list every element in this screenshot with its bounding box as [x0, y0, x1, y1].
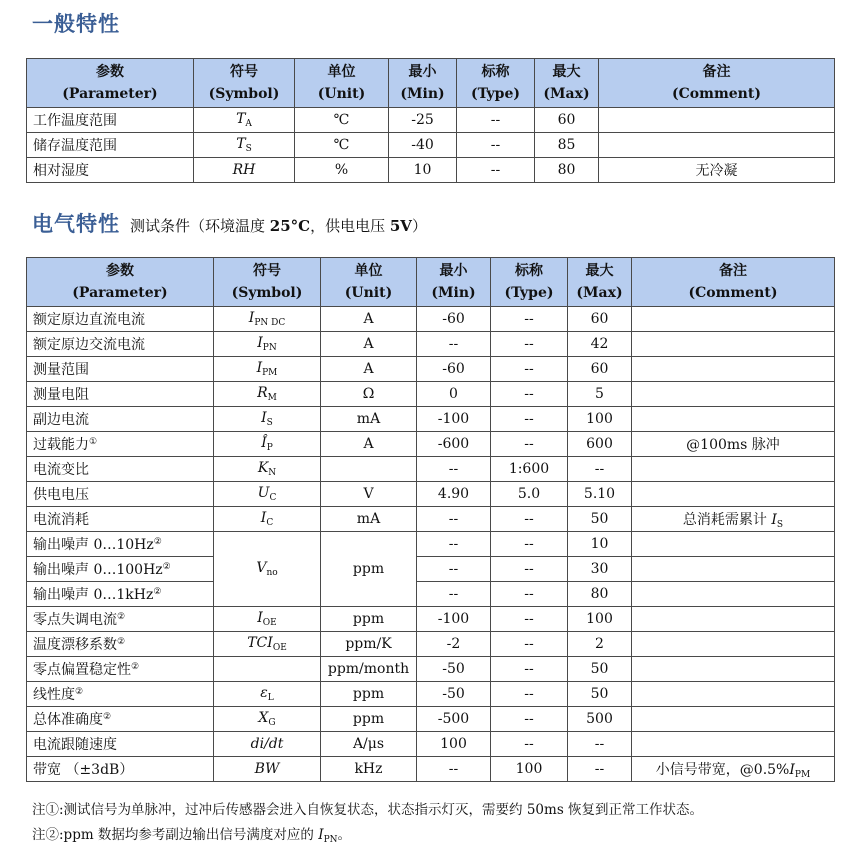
table-row: [27, 507, 835, 532]
symbol-cell: $K_N$: [214, 457, 321, 482]
comment-cell: [632, 332, 835, 357]
parameter-cell: 副边电流: [27, 407, 214, 432]
max-cell: 42: [568, 332, 632, 357]
comment-cell: [632, 307, 835, 332]
symbol-subscript: S: [266, 418, 273, 428]
unit-cell: [321, 457, 417, 482]
column-header-cn: 符号: [230, 64, 258, 80]
table-row: [27, 133, 835, 158]
footnote-mark: ②: [117, 612, 126, 622]
parameter-cell: 工作温度范围: [27, 108, 194, 133]
column-header: [417, 258, 491, 307]
min-cell: -50: [417, 657, 491, 682]
unit-cell: mA: [321, 407, 417, 432]
electrical-characteristics-table: [26, 257, 835, 782]
column-header-cn: 最大: [552, 64, 581, 80]
footnote-mark: ②: [153, 537, 162, 547]
min-cell: --: [417, 332, 491, 357]
max-cell: 50: [568, 657, 632, 682]
max-cell: 85: [535, 133, 599, 158]
symbol-subscript: A: [245, 119, 252, 129]
typ-cell: --: [491, 357, 568, 382]
comment-cell: @100ms 脉冲: [632, 432, 835, 457]
max-cell: 80: [568, 582, 632, 607]
table-row: [27, 357, 835, 382]
symbol-cell: $U_C$: [214, 482, 321, 507]
footnote-mark: ②: [162, 562, 171, 572]
min-cell: --: [417, 532, 491, 557]
unit-cell: A: [321, 332, 417, 357]
symbol-subscript: L: [267, 693, 274, 703]
symbol-subscript: N: [268, 468, 277, 478]
column-header-en: (Max): [576, 285, 623, 301]
min-cell: --: [417, 457, 491, 482]
symbol-cell: RH: [194, 158, 295, 183]
column-header: [599, 59, 835, 108]
symbol-cell: [214, 657, 321, 682]
unit-cell: mA: [321, 507, 417, 532]
electrical-section-title: 电气特性 测试条件（环境温度 25°C，供电电压 5V）: [32, 212, 427, 236]
max-cell: 80: [535, 158, 599, 183]
max-cell: 600: [568, 432, 632, 457]
column-header-en: (Type): [504, 285, 554, 301]
typ-cell: 1:600: [491, 457, 568, 482]
footnote-mark: ②: [117, 637, 126, 647]
symbol-subscript: C: [269, 493, 277, 503]
typ-cell: --: [491, 532, 568, 557]
max-cell: 5: [568, 382, 632, 407]
table-row: [27, 158, 835, 183]
table-row: [27, 407, 835, 432]
symbol-cell: $R_M$: [214, 382, 321, 407]
column-header-en: (Symbol): [208, 86, 280, 102]
parameter-cell: 额定原边交流电流: [27, 332, 214, 357]
table-row: [27, 108, 835, 133]
column-header: [214, 258, 321, 307]
max-cell: --: [568, 757, 632, 782]
typ-cell: --: [491, 732, 568, 757]
parameter-cell: 测量范围: [27, 357, 214, 382]
symbol-cell: $I_C$: [214, 507, 321, 532]
column-header-cn: 最小: [439, 263, 468, 279]
symbol-cell: $I_{PN}$: [214, 332, 321, 357]
min-cell: --: [417, 757, 491, 782]
comment-subscript: S: [776, 519, 784, 530]
min-cell: -100: [417, 407, 491, 432]
max-cell: 60: [568, 307, 632, 332]
min-cell: 4.90: [417, 482, 491, 507]
table-row: [27, 382, 835, 407]
column-header-en: (Parameter): [62, 86, 158, 102]
symbol-cell: $I_{PM}$: [214, 357, 321, 382]
symbol-cell: $I_{PN DC}$: [214, 307, 321, 332]
min-cell: -500: [417, 707, 491, 732]
comment-cell: [632, 382, 835, 407]
max-cell: --: [568, 732, 632, 757]
footnote-mark: ①: [89, 437, 98, 447]
column-header: [295, 59, 389, 108]
footnote-mark: ②: [153, 587, 162, 597]
min-cell: 10: [389, 158, 457, 183]
unit-cell: ppm: [321, 532, 417, 607]
column-header-en: (Symbol): [231, 285, 303, 301]
table-row: [27, 732, 835, 757]
column-header: [568, 258, 632, 307]
comment-cell: [632, 632, 835, 657]
symbol-subscript: C: [266, 518, 274, 528]
unit-cell: ppm/month: [321, 657, 417, 682]
column-header-en: (Comment): [672, 86, 761, 102]
symbol-cell: $Î_P$: [214, 432, 321, 457]
parameter-cell: 线性度②: [27, 682, 214, 707]
typ-cell: 5.0: [491, 482, 568, 507]
typ-cell: --: [491, 407, 568, 432]
comment-cell: 小信号带宽，$@0.5\%I_{PM}$: [632, 757, 835, 782]
table-row: [27, 657, 835, 682]
typ-cell: --: [491, 682, 568, 707]
max-cell: 60: [568, 357, 632, 382]
table-row: [27, 307, 835, 332]
comment-cell: [632, 482, 835, 507]
min-cell: 0: [417, 382, 491, 407]
typ-cell: --: [457, 108, 535, 133]
comment-cell: [632, 457, 835, 482]
column-header-cn: 最大: [585, 263, 614, 279]
typ-cell: --: [491, 432, 568, 457]
table-row: [27, 482, 835, 507]
column-header: [389, 59, 457, 108]
symbol-cell: $I_{OE}$: [214, 607, 321, 632]
parameter-cell: 输出噪声 0…100Hz②: [27, 557, 214, 582]
comment-cell: [599, 133, 835, 158]
max-cell: 100: [568, 407, 632, 432]
symbol-cell: $I_S$: [214, 407, 321, 432]
table-row: [27, 682, 835, 707]
unit-cell: %: [295, 158, 389, 183]
comment-symbol: I: [789, 761, 795, 778]
parameter-cell: 储存温度范围: [27, 133, 194, 158]
symbol-subscript: S: [245, 144, 252, 154]
max-cell: 10: [568, 532, 632, 557]
typ-cell: --: [491, 507, 568, 532]
typ-cell: --: [491, 307, 568, 332]
symbol-cell: BW: [214, 757, 321, 782]
min-cell: -600: [417, 432, 491, 457]
column-header: [535, 59, 599, 108]
table-row: [27, 607, 835, 632]
column-header: [27, 59, 194, 108]
footnote-1: 注①:测试信号为单脉冲，过冲后传感器会进入自恢复状态，状态指示灯灭，需要约 50ms 恢复到正常工作状态。: [32, 802, 704, 818]
comment-cell: 总消耗需累计 $I_S$: [632, 507, 835, 532]
comment-cell: [632, 607, 835, 632]
column-header: [457, 59, 535, 108]
symbol-cell: di/dt: [214, 732, 321, 757]
typ-cell: --: [491, 657, 568, 682]
parameter-cell: 电流消耗: [27, 507, 214, 532]
min-cell: 100: [417, 732, 491, 757]
parameter-cell: 测量电阻: [27, 382, 214, 407]
symbol-subscript: P: [266, 443, 273, 453]
parameter-cell: 电流变比: [27, 457, 214, 482]
min-cell: -25: [389, 108, 457, 133]
parameter-cell: 过载能力①: [27, 432, 214, 457]
comment-cell: [632, 357, 835, 382]
table-row: [27, 707, 835, 732]
footnote-mark: ②: [131, 662, 140, 672]
symbol-cell: $V_{no}$: [214, 532, 321, 607]
comment-cell: [632, 532, 835, 557]
min-cell: --: [417, 582, 491, 607]
typ-cell: --: [457, 133, 535, 158]
unit-cell: V: [321, 482, 417, 507]
min-cell: -60: [417, 307, 491, 332]
column-header: [632, 258, 835, 307]
unit-cell: Ω: [321, 382, 417, 407]
general-characteristics-table: [26, 58, 835, 183]
max-cell: 500: [568, 707, 632, 732]
comment-cell: 无冷凝: [599, 158, 835, 183]
unit-cell: kHz: [321, 757, 417, 782]
comment-cell: [632, 557, 835, 582]
symbol-subscript: PM: [262, 368, 278, 378]
parameter-cell: 供电电压: [27, 482, 214, 507]
symbol-subscript: M: [267, 393, 277, 403]
symbol-subscript: PN: [262, 343, 277, 353]
column-header-cn: 单位: [327, 64, 356, 80]
comment-subscript: PM: [794, 769, 811, 780]
typ-cell: --: [491, 607, 568, 632]
unit-cell: ℃: [295, 108, 389, 133]
symbol-cell: $TCI_{OE}$: [214, 632, 321, 657]
unit-cell: ppm/K: [321, 632, 417, 657]
column-header-en: (Max): [543, 86, 590, 102]
min-cell: -100: [417, 607, 491, 632]
comment-cell: [599, 108, 835, 133]
footnote-2: 注②:ppm 数据均参考副边输出信号满度对应的 $I_{PN}$。: [32, 827, 351, 845]
min-cell: --: [417, 557, 491, 582]
min-cell: -40: [389, 133, 457, 158]
comment-cell: [632, 707, 835, 732]
table-row: [27, 557, 835, 582]
comment-cell: [632, 682, 835, 707]
min-cell: -50: [417, 682, 491, 707]
symbol-cell: $X_G$: [214, 707, 321, 732]
unit-cell: A/μs: [321, 732, 417, 757]
footnote-mark: ②: [103, 712, 112, 722]
max-cell: 50: [568, 682, 632, 707]
unit-cell: ppm: [321, 707, 417, 732]
footnote-mark: ②: [75, 687, 84, 697]
unit-cell: ppm: [321, 682, 417, 707]
parameter-cell: 输出噪声 0…10Hz②: [27, 532, 214, 557]
parameter-cell: 额定原边直流电流: [27, 307, 214, 332]
table-row: [27, 532, 835, 557]
unit-cell: A: [321, 357, 417, 382]
max-cell: 30: [568, 557, 632, 582]
unit-cell: A: [321, 432, 417, 457]
table-row: [27, 582, 835, 607]
min-cell: -2: [417, 632, 491, 657]
symbol-subscript: OE: [272, 643, 287, 653]
column-header-en: (Type): [471, 86, 520, 102]
table-row: [27, 432, 835, 457]
table-row: [27, 332, 835, 357]
typ-cell: --: [491, 382, 568, 407]
comment-cell: [632, 732, 835, 757]
column-header-cn: 备注: [702, 64, 731, 80]
parameter-cell: 零点偏置稳定性②: [27, 657, 214, 682]
unit-cell: ℃: [295, 133, 389, 158]
typ-cell: --: [491, 582, 568, 607]
column-header-en: (Min): [400, 86, 445, 102]
max-cell: 50: [568, 507, 632, 532]
comment-symbol: I: [771, 511, 777, 528]
column-header-cn: 单位: [354, 263, 383, 279]
parameter-cell: 输出噪声 0…1kHz②: [27, 582, 214, 607]
unit-cell: ppm: [321, 607, 417, 632]
max-cell: --: [568, 457, 632, 482]
parameter-cell: 零点失调电流②: [27, 607, 214, 632]
symbol-cell: $T_S$: [194, 133, 295, 158]
column-header-en: (Unit): [344, 285, 393, 301]
test-condition: 测试条件（环境温度 25°C，供电电压 5V）: [130, 217, 427, 235]
column-header-en: (Min): [431, 285, 476, 301]
max-cell: 2: [568, 632, 632, 657]
column-header-cn: 符号: [253, 263, 281, 279]
column-header: [27, 258, 214, 307]
parameter-cell: 总体准确度②: [27, 707, 214, 732]
unit-cell: A: [321, 307, 417, 332]
typ-cell: 100: [491, 757, 568, 782]
column-header-cn: 最小: [408, 64, 437, 80]
column-header-en: (Unit): [317, 86, 366, 102]
min-cell: -60: [417, 357, 491, 382]
table-row: [27, 632, 835, 657]
typ-cell: --: [491, 707, 568, 732]
general-section-title: 一般特性: [32, 12, 120, 36]
column-header-cn: 参数: [106, 263, 134, 279]
max-cell: 60: [535, 108, 599, 133]
typ-cell: --: [491, 632, 568, 657]
min-cell: --: [417, 507, 491, 532]
column-header-cn: 备注: [719, 263, 747, 279]
comment-cell: [632, 657, 835, 682]
parameter-cell: 带宽 （±3dB）: [27, 757, 214, 782]
symbol-subscript: PN DC: [254, 318, 286, 328]
typ-cell: --: [491, 332, 568, 357]
column-header-en: (Comment): [688, 285, 778, 301]
typ-cell: --: [457, 158, 535, 183]
column-header: [491, 258, 568, 307]
parameter-cell: 相对湿度: [27, 158, 194, 183]
comment-cell: [632, 582, 835, 607]
symbol-subscript: OE: [262, 618, 277, 628]
parameter-cell: 温度漂移系数②: [27, 632, 214, 657]
column-header-en: (Parameter): [72, 285, 168, 301]
column-header-cn: 标称: [515, 263, 543, 279]
symbol-cell: $T_A$: [194, 108, 295, 133]
table-row: [27, 457, 835, 482]
table-row: [27, 757, 835, 782]
typ-cell: --: [491, 557, 568, 582]
max-cell: 100: [568, 607, 632, 632]
symbol-subscript: no: [266, 568, 278, 578]
column-header: [321, 258, 417, 307]
parameter-cell: 电流跟随速度: [27, 732, 214, 757]
column-header: [194, 59, 295, 108]
column-header-cn: 参数: [96, 64, 124, 80]
max-cell: 5.10: [568, 482, 632, 507]
comment-cell: [632, 407, 835, 432]
symbol-cell: $\varepsilon_L$: [214, 682, 321, 707]
column-header-cn: 标称: [481, 64, 510, 80]
symbol-subscript: G: [268, 718, 276, 728]
